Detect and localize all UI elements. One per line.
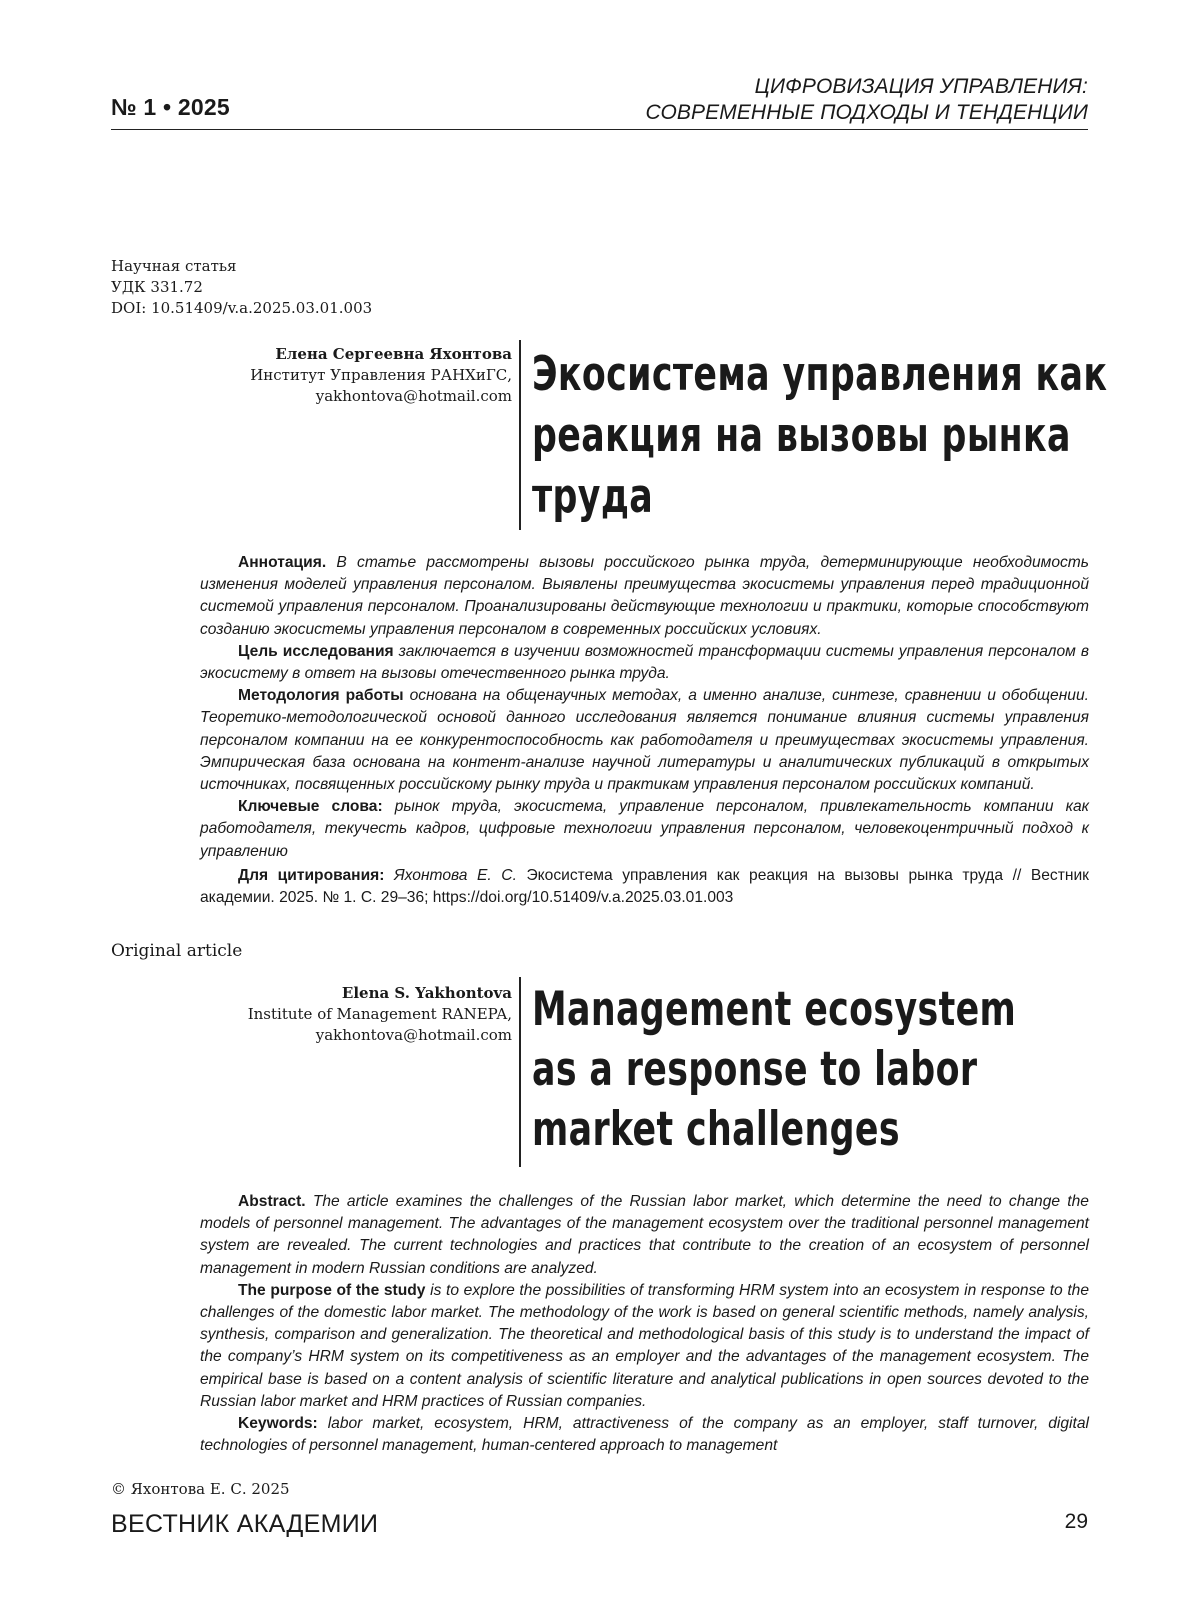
doi-ru: DOI: 10.51409/v.a.2025.03.01.003 bbox=[111, 299, 373, 317]
citation-author: Яхонтова Е. С. bbox=[394, 867, 517, 884]
purpose-label-en: The purpose of the study bbox=[238, 1281, 426, 1299]
purpose-paragraph-en bbox=[200, 1280, 1089, 1413]
author-email-en[interactable]: yakhontova@hotmail.com bbox=[315, 1026, 512, 1044]
title-divider-en bbox=[519, 977, 521, 1167]
author-block-ru bbox=[250, 344, 512, 407]
abstract-label-ru: Аннотация. bbox=[238, 554, 327, 571]
purpose-label-ru: Цель исследования bbox=[238, 642, 394, 660]
issue-number: № 1 • 2025 bbox=[111, 94, 230, 120]
article-type-en: Original article bbox=[111, 941, 243, 961]
title-en-line-3: market challenges bbox=[532, 1102, 900, 1157]
keywords-label-ru: Ключевые слова: bbox=[238, 798, 383, 816]
abstract-label-en: Abstract. bbox=[238, 1193, 306, 1210]
section-rubric bbox=[645, 74, 1088, 126]
udc-code: УДК 331.72 bbox=[111, 278, 203, 296]
purpose-text-en: is to explore the possibilities of transforming HRM system into an ecosystem in response to the challenges of the domestic labor market. The methodology of the work is based on general scientific methods, namely analysis, synthesis, comparison and generalization. The theoretical and methodological basis of this study is to understand the impact of the company’s HRM system on its competitiveness as an employer and the advantages of the management ecosystem. The empirical base is based on a content analysis of scientific literature and analytical publications in open sources devoted to the Russian labor market and HRM practices of Russian companies. bbox=[200, 1281, 1090, 1410]
keywords-label-en: Keywords: bbox=[238, 1415, 318, 1433]
author-affiliation-en: Institute of Management RANEPA, bbox=[247, 1005, 512, 1023]
keywords-text-en: labor market, ecosystem, HRM, attractiveness of the company as an employer, staff turnover, digital technologies of personnel management, human-centered approach to management bbox=[200, 1415, 1089, 1455]
abstract-text-en: The article examines the challenges of the Russian labor market, which determine the need to change the models of personnel management. The advantages of the management ecosystem over the traditional personnel management system are revealed. The current technologies and practices that contribute to the creation of an ecosystem of personnel management in modern Russian conditions are analyzed. bbox=[200, 1193, 1089, 1277]
abstract-paragraph-ru bbox=[200, 552, 1089, 641]
author-name-ru: Елена Сергеевна Яхонтова bbox=[275, 345, 512, 363]
author-block-en bbox=[248, 983, 512, 1046]
page-number: 29 bbox=[1064, 1510, 1088, 1533]
article-type-ru: Научная статья bbox=[111, 257, 237, 275]
abstract-text-ru: В статье рассмотрены вызовы российского рынка труда, детерминирующие необходимость изменения моделей управления персоналом. Выявлены преимущества экосистемы управления перед традиционной системой управления персоналом. Проанализированы действующие технологии и практики, которые способствуют созданию экосистемы управления персоналом в современных российских условиях. bbox=[200, 554, 1089, 638]
title-ru-line-1: Экосистема управления как bbox=[532, 347, 1108, 402]
abstract-en bbox=[200, 1191, 1089, 1457]
keywords-paragraph-en bbox=[200, 1413, 1089, 1457]
keywords-text-ru: рынок труда, экосистема, управление персоналом, привлекательность компании как работодателя, текучесть кадров, цифровые технологии управления персоналом, человекоцентричный подход к управлению bbox=[200, 798, 1089, 860]
rubric-line-2: СОВРЕМЕННЫЕ ПОДХОДЫ И ТЕНДЕНЦИИ bbox=[645, 101, 1088, 124]
method-text-ru: основана на общенаучных методах, а именно анализе, синтезе, сравнении и обобщении. Теоретико-методологической основой данного исследования является понимание влияния системы управления персоналом компании на ее конкурентоспособность как работодателя и преимуществах экосистемы управления. Эмпирическая база основана на контент-анализе научной литературы и аналитических публикаций в открытых источниках, посвященных российскому рынку труда и практикам управления персоналом российских компаний. bbox=[200, 687, 1089, 794]
keywords-paragraph-ru bbox=[200, 796, 1089, 863]
title-en-line-1: Management ecosystem bbox=[532, 982, 1017, 1037]
title-ru-line-2: реакция на вызовы рынка bbox=[532, 408, 1071, 463]
header-rule bbox=[111, 129, 1088, 130]
method-label-ru: Методология работы bbox=[238, 687, 404, 705]
article-meta-ru bbox=[111, 256, 372, 319]
article-title-ru bbox=[532, 344, 1107, 527]
title-en-line-2: as a response to labor bbox=[532, 1042, 978, 1097]
citation-text: Экосистема управления как реакция на вызовы рынка труда // Вестник академии. 2025. № 1. С. 29–36; https://doi.org/10.51409/v.a.2025.03.01.003 bbox=[200, 867, 1089, 907]
author-affiliation-ru: Институт Управления РАНХиГС, bbox=[250, 366, 512, 384]
citation-label: Для цитирования: bbox=[238, 867, 385, 884]
purpose-text-ru: заключается в изучении возможностей трансформации системы управления персоналом в экосистему в ответ на вызовы отечественного рынка труда. bbox=[200, 642, 1089, 683]
citation-paragraph bbox=[200, 865, 1089, 909]
rubric-line-1: ЦИФРОВИЗАЦИЯ УПРАВЛЕНИЯ: bbox=[754, 75, 1088, 98]
author-email-ru[interactable]: yakhontova@hotmail.com bbox=[315, 387, 512, 405]
article-title-en bbox=[532, 980, 1016, 1160]
title-ru-line-3: труда bbox=[532, 469, 654, 524]
copyright-notice: © Яхонтова Е. С. 2025 bbox=[111, 1480, 290, 1498]
title-divider-ru bbox=[519, 340, 521, 530]
abstract-paragraph-en bbox=[200, 1191, 1089, 1280]
journal-name: ВЕСТНИК АКАДЕМИИ bbox=[111, 1510, 379, 1538]
citation-block bbox=[200, 865, 1089, 909]
abstract-ru bbox=[200, 552, 1089, 863]
purpose-paragraph-ru bbox=[200, 641, 1089, 685]
method-paragraph-ru bbox=[200, 685, 1089, 796]
author-name-en: Elena S. Yakhontova bbox=[341, 984, 512, 1002]
